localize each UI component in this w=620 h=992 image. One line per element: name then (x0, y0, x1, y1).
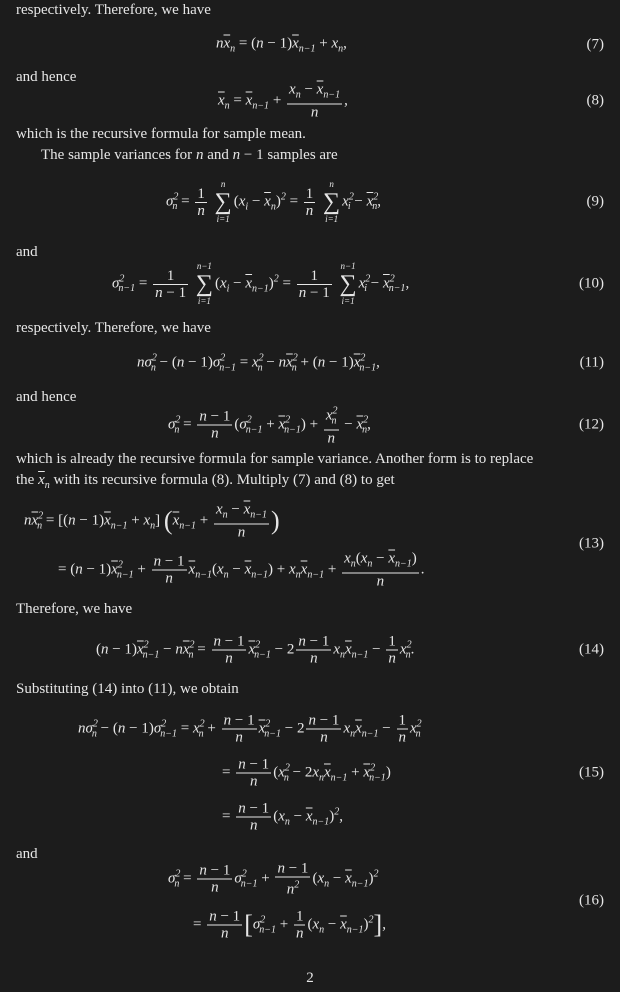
equation-number: (11) (579, 354, 604, 371)
text-line: which is already the recursive formula for sample variance. Another form is to replace (16, 451, 534, 467)
text-line: and (16, 846, 38, 862)
equation-body: $(n - 1)\overline{x}^2_{n-1} - n\overline{x}^2_n$ = $\frac{n - 1}{n}$ $\overline{x}^2_{n-1} - 2$ $\frac{n - 1}{n}$ $x_n\overline{x}_{n-1}$ − $\frac{1}{n}$ $x^2_n$. (96, 633, 415, 667)
text-line: respectively. Therefore, we have (16, 2, 211, 18)
equation-number: (9) (586, 193, 604, 210)
text-line: and hence (16, 389, 77, 405)
equation-body: = $(n - 1)\overline{x}^2_{n-1}$ + $\frac{n - 1}{n}$ $\overline{x}_{n-1}(x_n - \overline{x}_{n-1}) + x_n\overline{x}_{n-1}$ + $\frac{x_n(x_n - \overline{x}_{n-1})}{n}$ . (58, 550, 425, 590)
equation-body: $\overline{x}_n = \overline{x}_{n-1}$ + $\frac{x_n - \overline{x}_{n-1}}{n}$ , (218, 81, 348, 121)
text-line: and (16, 244, 38, 260)
equation-body: $n\overline{x}_n = (n - 1)\overline{x}_{n-1} + x_n$, (216, 35, 347, 55)
equation-number: (16) (579, 892, 604, 909)
text-line: which is the recursive formula for sample mean. (16, 126, 306, 142)
text-line: the $\overline{x}_n$ with its recursive formula (8). Multiply (7) and (8) to get (16, 472, 395, 491)
equation-body: $n\sigma^2_n - (n - 1)\sigma^2_{n-1} = x^2_n$ + $\frac{n - 1}{n}$ $\overline{x}^2_{n-1} - 2$ $\frac{n - 1}{n}$ $x_n\overline{x}_{n-1}$ − $\frac{1}{n}$ $x^2_n$ (78, 712, 422, 746)
text-line: respectively. Therefore, we have (16, 320, 211, 336)
text-line: The sample variances for n and n − 1 samples are (41, 147, 338, 163)
text-line: Therefore, we have (16, 601, 133, 617)
equation-body: $\sigma^2_{n-1}$ = $\frac{1}{n - 1}$ n−1 ∑ i=1 $(x_i - \overline{x}_{n-1})^2$ = $\frac{1}{n - 1}$ n−1 ∑ i=1 $x^2_i - \overline{x}^2_{n-1}$, (112, 261, 410, 306)
equation-number: (13) (579, 535, 604, 552)
equation-number: (7) (586, 36, 604, 53)
equation-number: (15) (579, 764, 604, 781)
page-number: 2 (306, 970, 314, 986)
equation-body: $n\sigma^2_n - (n - 1)\sigma^2_{n-1} = x^2_n - n\overline{x}^2_n + (n - 1)\overline{x}^2_{n-1}$, (137, 352, 380, 374)
equation-body: = $\frac{n - 1}{n}$ [$\sigma^2_{n-1}$ + $\frac{1}{n}$ $(x_n - \overline{x}_{n-1})^2$], (193, 908, 386, 942)
equation-body: $\sigma^2_n$ = $\frac{n - 1}{n}$ $\sigma^2_{n-1}$ + $\frac{n - 1}{n^2}$ $(x_n - \overline{x}_{n-1})^2$ (168, 860, 379, 898)
equation-body: $\sigma^2_n$ = $\frac{n - 1}{n}$ $(\sigma^2_{n-1} + \overline{x}^2_{n-1})$ + $\frac{x^2_n}{n}$ − $\overline{x}^2_n$, (168, 405, 371, 447)
equation-number: (8) (586, 92, 604, 109)
equation-body: = $\frac{n - 1}{n}$ $(x_n - \overline{x}_{n-1})^2$, (222, 800, 343, 834)
equation-number: (14) (579, 641, 604, 658)
equation-body: $n\overline{x}^2_n = [(n - 1)\overline{x}_{n-1} + x_n] (\overline{x}_{n-1}$ + $\frac{x_n - \overline{x}_{n-1}}{n}$ ) (24, 501, 280, 541)
equation-body: $\sigma^2_n$ = $\frac{1}{n}$ n ∑ i=1 $(x_i - \overline{x}_n)^2$ = $\frac{1}{n}$ n ∑ i=1 $x^2_i - \overline{x}^2_n$, (166, 179, 381, 224)
equation-number: (10) (579, 275, 604, 292)
text-line: Substituting (14) into (11), we obtain (16, 681, 239, 697)
equation-number: (12) (579, 416, 604, 433)
equation-body: = $\frac{n - 1}{n}$ $(x^2_n - 2x_n\overline{x}_{n-1} + \overline{x}^2_{n-1})$ (222, 756, 391, 790)
text-line: and hence (16, 69, 77, 85)
